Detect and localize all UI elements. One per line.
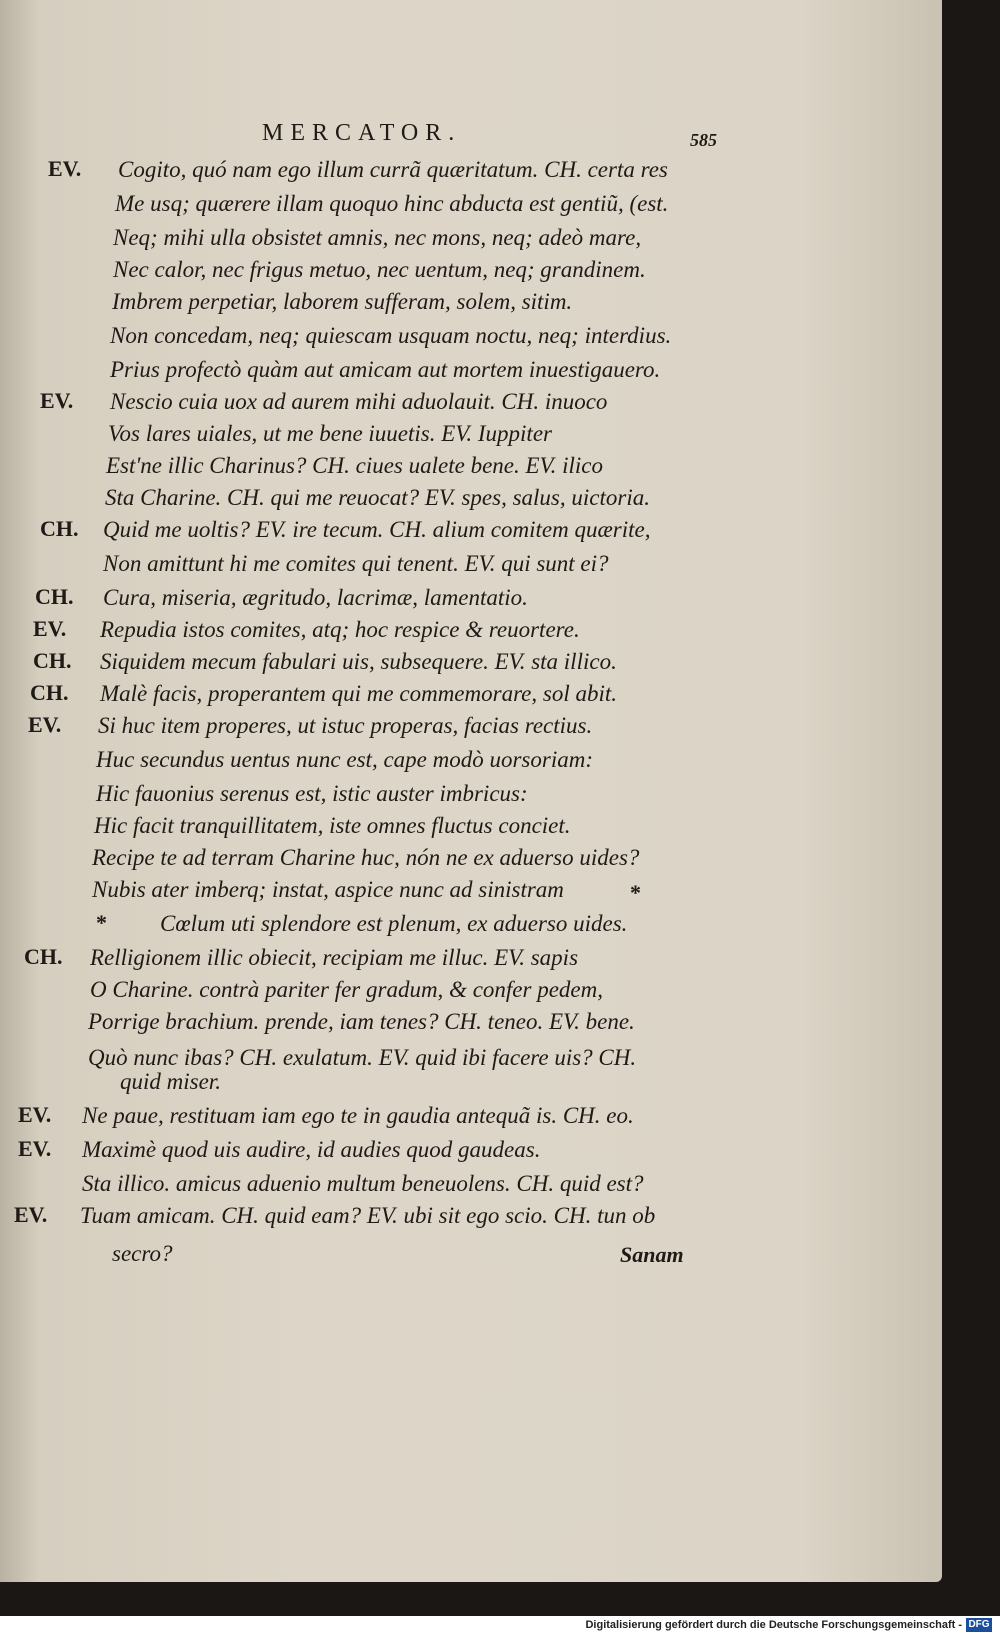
speaker-label: CH. [24,944,63,969]
verse-line: Nescio cuia uox ad aurem mihi aduolauit. CH. inuoco [110,389,608,414]
verse-line: Huc secundus uentus nunc est, cape modò uorsoriam: [96,747,593,772]
verse-line: Vos lares uiales, ut me bene iuuetis. EV. Iuppiter [108,421,552,446]
verse-line: Prius profectò quàm aut amicam aut mortem inuestigauero. [110,357,661,382]
speaker-label: EV. [33,616,67,641]
verse-line: Cura, miseria, ægritudo, lacrimæ, lamentatio. [103,585,528,610]
page-number: 585 [690,130,717,150]
verse-line: Nec calor, nec frigus metuo, nec uentum, neq; grandinem. [113,257,646,282]
speaker-label: EV. [18,1136,52,1161]
running-head: MERCATOR. [262,120,462,146]
verse-line: Tuam amicam. CH. quid eam? EV. ubi sit ego scio. CH. tun ob [80,1203,656,1228]
asterisk-mark: * [96,910,107,935]
verse-line: Sta Charine. CH. qui me reuocat? EV. spes, salus, uictoria. [105,485,650,510]
catchword: Sanam [620,1242,684,1267]
footer [0,1616,1000,1636]
verse-line: Non concedam, neq; quiescam usquam noctu, neq; interdius. [110,323,672,348]
verse-line: Me usq; quærere illam quoquo hinc abducta est gentiũ, (est. [115,191,669,216]
verse-line: Malè facis, properantem qui me commemorare, sol abit. [100,681,617,706]
verse-line: Imbrem perpetiar, laborem sufferam, solem, sitim. [112,289,573,314]
speaker-label: CH. [35,584,74,609]
verse-line: Neq; mihi ulla obsistet amnis, nec mons, neq; adeò mare, [113,225,642,250]
speaker-label: CH. [30,680,69,705]
speaker-label: EV. [28,712,62,737]
verse-line: secro? [112,1241,173,1266]
verse-line: Non amittunt hi me comites qui tenent. EV. qui sunt ei? [103,551,609,576]
speaker-label: EV. [40,388,74,413]
verse-line: Repudia istos comites, atq; hoc respice & reuortere. [100,617,580,642]
verse-line: O Charine. contrà pariter fer gradum, & confer pedem, [90,977,603,1002]
verse-line: Quid me uoltis? EV. ire tecum. CH. alium comitem quærite, [103,517,651,542]
verse-line: Hic fauonius serenus est, istic auster imbricus: [96,781,528,806]
verse-line: Quò nunc ibas? CH. exulatum. EV. quid ibi facere uis? CH. [88,1045,637,1070]
verse-line: Cogito, quó nam ego illum currã quæritatum. CH. certa res [118,157,668,182]
verse-line: Siquidem mecum fabulari uis, subsequere. EV. sta illico. [100,649,617,674]
verse-line: Porrige brachium. prende, iam tenes? CH. teneo. EV. bene. [88,1009,635,1034]
verse-line: Est'ne illic Charinus? CH. ciues ualete bene. EV. ilico [106,453,604,478]
verse-line: Relligionem illic obiecit, recipiam me illuc. EV. sapis [90,945,579,970]
verse-line: Cœlum uti splendore est plenum, ex aduerso uides. [160,911,628,936]
verse-line: Nubis ater imberq; instat, aspice nunc ad sinistram [92,877,564,902]
verse-line: Si huc item properes, ut istuc properas, facias rectius. [98,713,593,738]
speaker-label: CH. [40,516,79,541]
asterisk-mark: * [630,880,641,905]
speaker-label: CH. [33,648,72,673]
speaker-label: EV. [18,1102,52,1127]
dfg-logo: DFG [966,1618,992,1632]
verse-line: Maximè quod uis audire, id audies quod gaudeas. [82,1137,541,1162]
verse-line: Hic facit tranquillitatem, iste omnes fluctus conciet. [94,813,571,838]
footer-credit: Digitalisierung gefördert durch die Deutsche Forschungsgemeinschaft - [585,1619,962,1631]
verse-line: Recipe te ad terram Charine huc, nón ne ex aduerso uides? [92,845,640,870]
verse-line: quid miser. [120,1069,221,1094]
verse-line: Ne paue, restituam iam ego te in gaudia antequã is. CH. eo. [82,1103,634,1128]
speaker-label: EV. [48,156,82,181]
speaker-label: EV. [14,1202,48,1227]
verse-line: Sta illico. amicus aduenio multum beneuolens. CH. quid est? [82,1171,644,1196]
